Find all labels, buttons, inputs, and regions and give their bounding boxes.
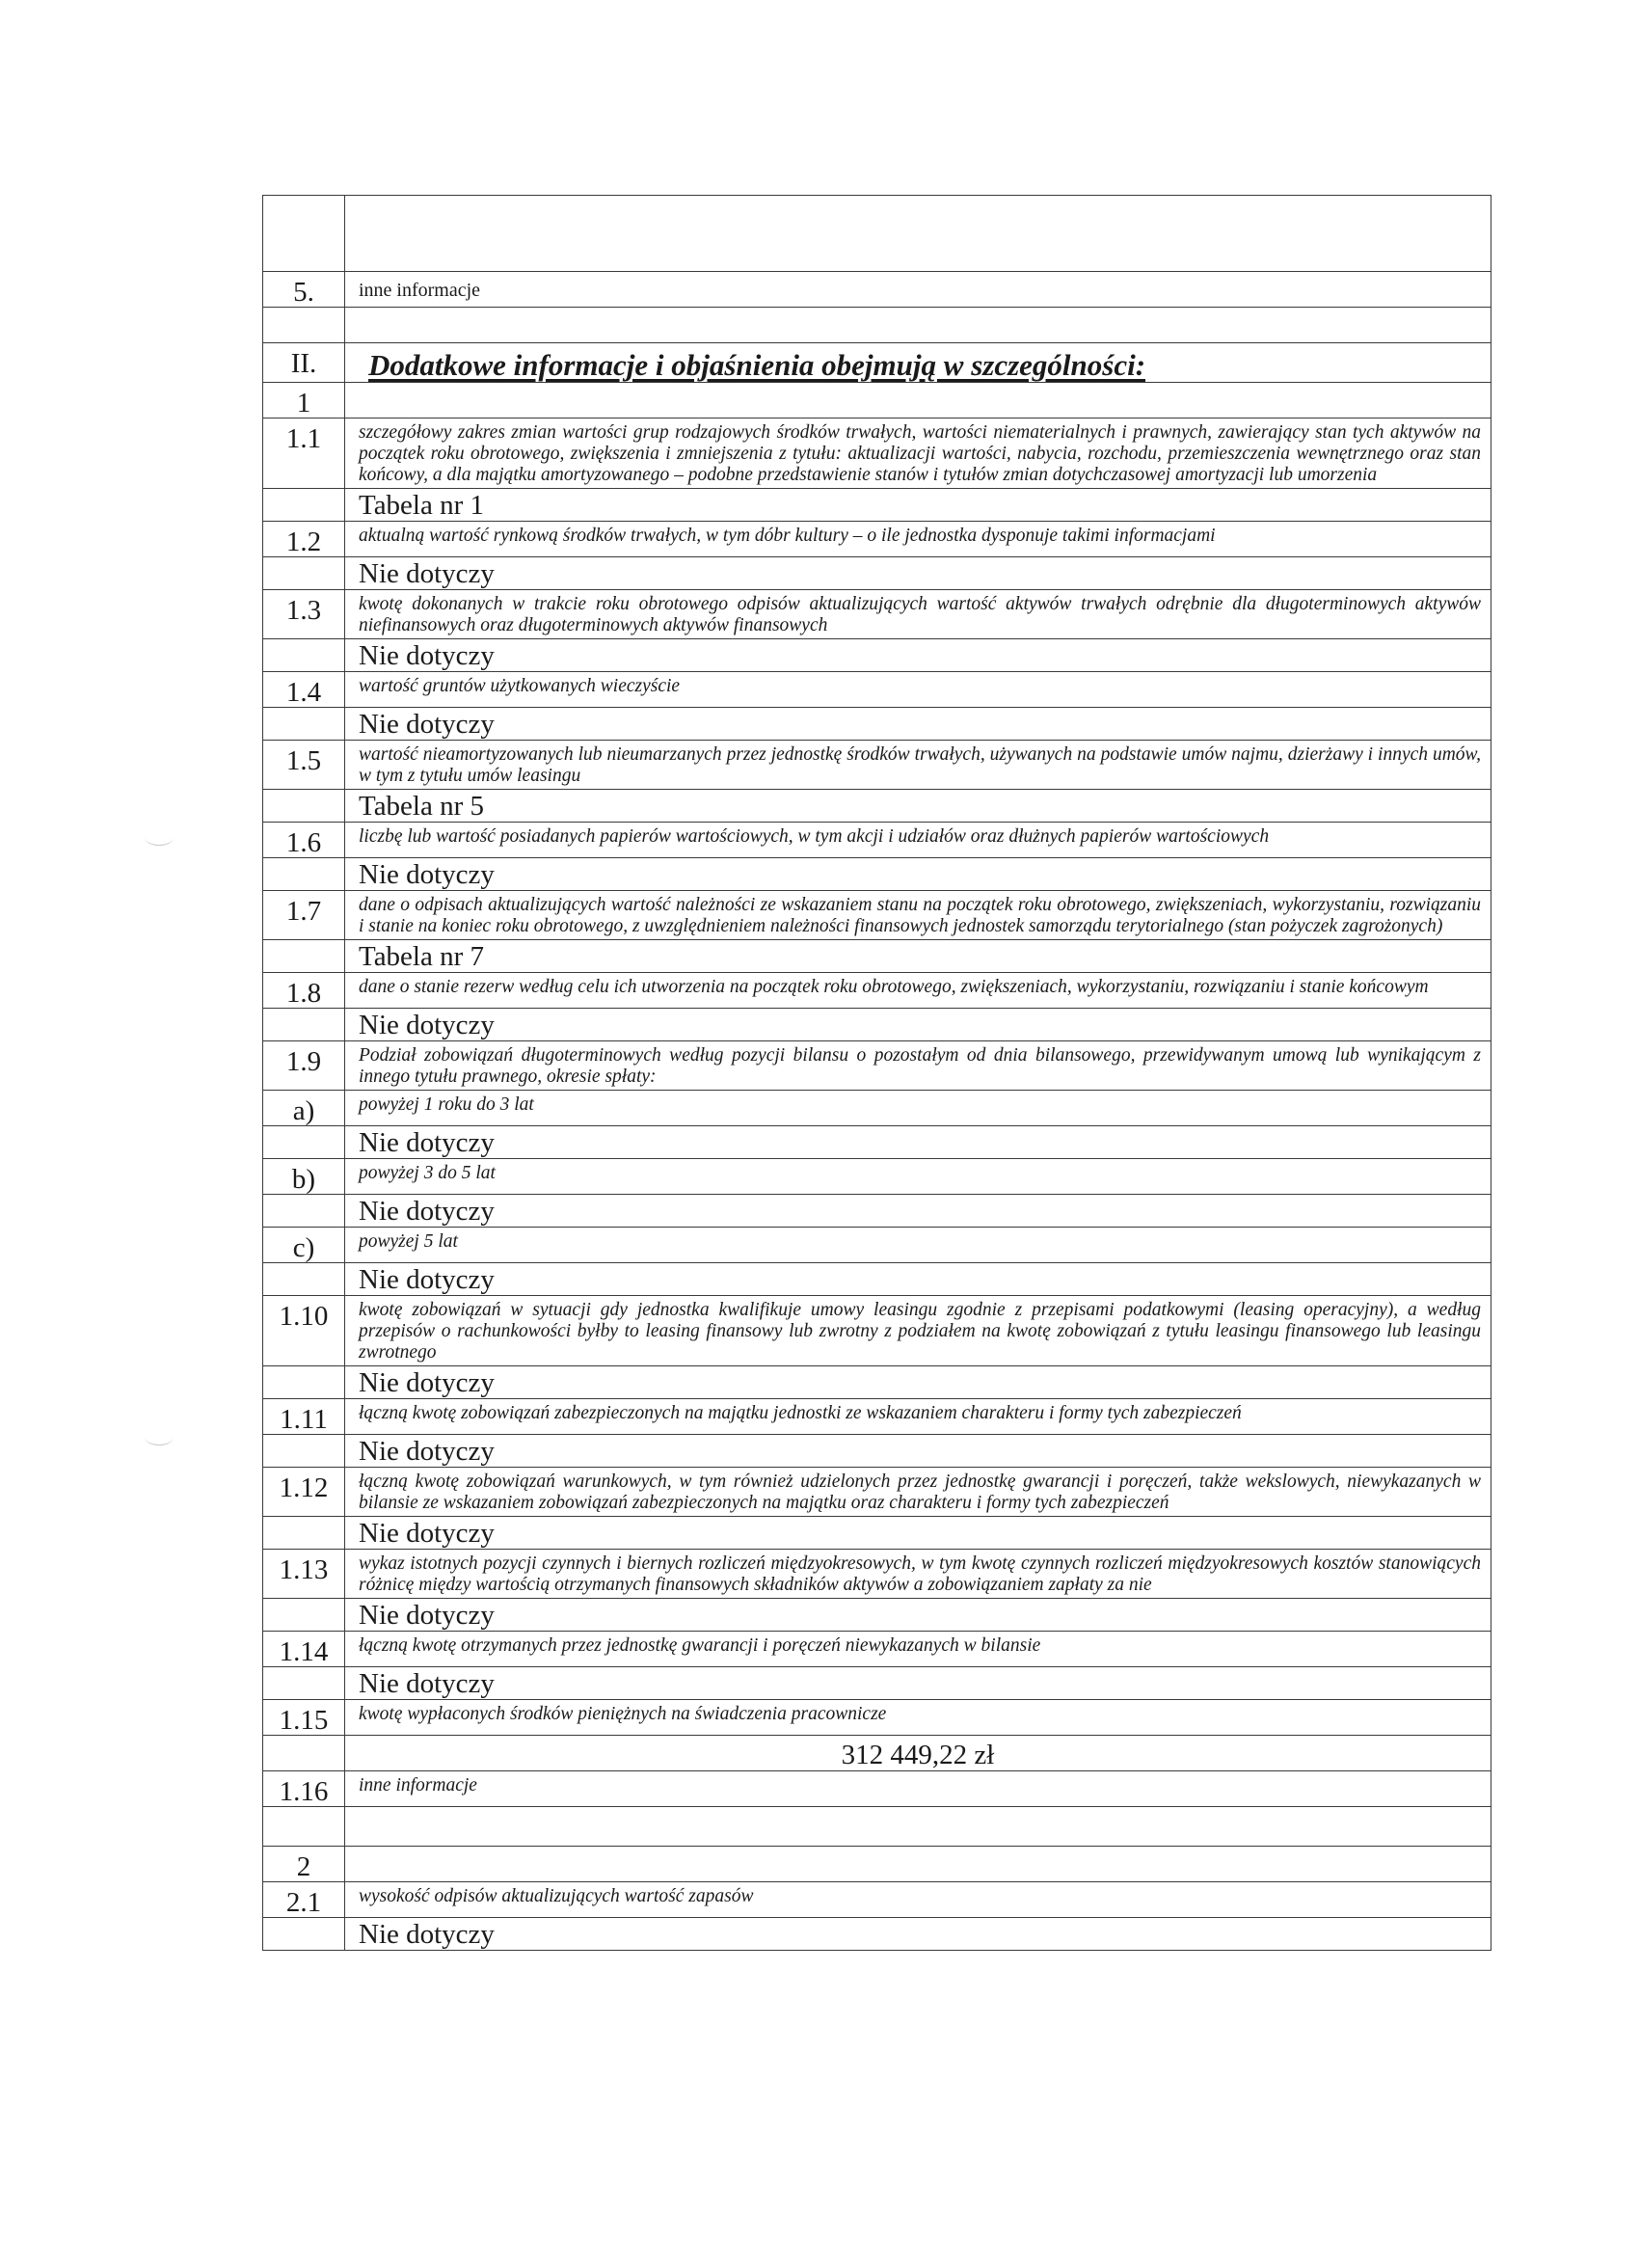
text-cell <box>345 383 1491 418</box>
item-value: Nie dotyczy <box>345 1435 1491 1468</box>
number-cell <box>263 1263 345 1296</box>
item-value: Nie dotyczy <box>345 1599 1491 1632</box>
table-row <box>263 196 1491 272</box>
table-row <box>263 1263 1491 1296</box>
table-row <box>263 1366 1491 1399</box>
table-row <box>263 1632 1491 1667</box>
item-number: 2 <box>263 1847 345 1882</box>
text-cell <box>345 1807 1491 1847</box>
table-row <box>263 940 1491 973</box>
item-description: aktualną wartość rynkową środków trwałych, w tym dóbr kultury – o ile jednostka dysponuje takimi informacjami <box>345 522 1491 557</box>
number-cell <box>263 639 345 672</box>
scan-mark <box>145 1429 174 1445</box>
item-value: Tabela nr 1 <box>345 489 1491 522</box>
table-row <box>263 489 1491 522</box>
item-number: 1.2 <box>263 522 345 557</box>
item-description: szczegółowy zakres zmian wartości grup rodzajowych środków trwałych, wartości niematerialnych i prawnych, zawierający stan tych aktywów na początek roku obrotowego, zwiększenia i zmniejszenia z tytułu: aktualizacji wartości, nabycia, rozchodu, przemieszczenia wewnętrznego oraz stan końcowy, a dla majątku amortyzowanego – podobne przedstawienie stanów i tytułów zmian dotychczasowej amortyzacji lub umorzenia <box>345 418 1491 489</box>
item-description: inne informacje <box>345 1771 1491 1807</box>
table-row <box>263 858 1491 891</box>
number-cell <box>263 1599 345 1632</box>
item-value: Tabela nr 7 <box>345 940 1491 973</box>
item-description: kwotę dokonanych w trakcie roku obrotowego odpisów aktualizujących wartość aktywów trwałych odrębnie dla długoterminowych aktywów niefinansowych oraz długoterminowych aktywów finansowych <box>345 590 1491 639</box>
table-row <box>263 308 1491 343</box>
number-cell <box>263 196 345 272</box>
number-cell <box>263 489 345 522</box>
table-row <box>263 1771 1491 1807</box>
table-row <box>263 1599 1491 1632</box>
text-cell <box>345 308 1491 343</box>
table-row <box>263 418 1491 489</box>
item-value: Nie dotyczy <box>345 1126 1491 1159</box>
item-number: 1 <box>263 383 345 418</box>
item-number: 1.7 <box>263 891 345 940</box>
number-cell <box>263 1435 345 1468</box>
item-description: łączną kwotę zobowiązań zabezpieczonych na majątku jednostki ze wskazaniem charakteru i formy tych zabezpieczeń <box>345 1399 1491 1435</box>
item-number: a) <box>263 1091 345 1126</box>
item-number: 1.5 <box>263 741 345 790</box>
item-number: 1.8 <box>263 973 345 1009</box>
item-description: wartość nieamortyzowanych lub nieumarzanych przez jednostkę środków trwałych, używanych na podstawie umów najmu, dzierżawy i innych umów, w tym z tytułu umów leasingu <box>345 741 1491 790</box>
table-row <box>263 1700 1491 1736</box>
table-row <box>263 1882 1491 1918</box>
table-row <box>263 790 1491 823</box>
scan-mark <box>145 829 174 846</box>
table-row <box>263 672 1491 708</box>
item-number: 1.15 <box>263 1700 345 1736</box>
table-row <box>263 590 1491 639</box>
table-row <box>263 1399 1491 1435</box>
table-row <box>263 1195 1491 1228</box>
item-value: Nie dotyczy <box>345 639 1491 672</box>
item-description: kwotę wypłaconych środków pieniężnych na świadczenia pracownicze <box>345 1700 1491 1736</box>
item-description: kwotę zobowiązań w sytuacji gdy jednostka kwalifikuje umowy leasingu zgodnie z przepisami podatkowymi (leasing operacyjny), a według przepisów o rachunkowości byłby to leasing finansowy lub zwrotny z podziałem na kwotę zobowiązań z tytułu leasingu finansowego lub leasingu zwrotnego <box>345 1296 1491 1366</box>
table-row <box>263 1807 1491 1847</box>
item-description: wysokość odpisów aktualizujących wartość zapasów <box>345 1882 1491 1918</box>
table-row <box>263 1159 1491 1195</box>
table-row <box>263 1550 1491 1599</box>
table-row <box>263 1517 1491 1550</box>
table-row <box>263 1736 1491 1771</box>
number-cell <box>263 790 345 823</box>
table-row <box>263 1296 1491 1366</box>
item-number: 2.1 <box>263 1882 345 1918</box>
item-description: inne informacje <box>345 272 1491 308</box>
item-number: 1.9 <box>263 1041 345 1091</box>
table-row <box>263 1228 1491 1263</box>
table-row <box>263 639 1491 672</box>
item-value: Nie dotyczy <box>345 708 1491 741</box>
text-cell <box>345 1847 1491 1882</box>
table-row <box>263 708 1491 741</box>
number-cell <box>263 1918 345 1951</box>
table-row <box>263 1126 1491 1159</box>
table-row <box>263 1041 1491 1091</box>
item-number: 1.16 <box>263 1771 345 1807</box>
item-number: c) <box>263 1228 345 1263</box>
item-number: 1.14 <box>263 1632 345 1667</box>
number-cell <box>263 1736 345 1771</box>
table-row <box>263 272 1491 308</box>
item-value: Nie dotyczy <box>345 1667 1491 1700</box>
number-cell <box>263 1195 345 1228</box>
number-cell <box>263 308 345 343</box>
item-number: 5. <box>263 272 345 308</box>
section-heading-text: Dodatkowe informacje i objaśnienia obejmują w szczególności: <box>368 348 1146 382</box>
item-number: 1.4 <box>263 672 345 708</box>
item-value: Nie dotyczy <box>345 1517 1491 1550</box>
item-number: 1.12 <box>263 1468 345 1517</box>
number-cell <box>263 708 345 741</box>
number-cell <box>263 1126 345 1159</box>
item-number: b) <box>263 1159 345 1195</box>
item-value: Nie dotyczy <box>345 1366 1491 1399</box>
table-row <box>263 1091 1491 1126</box>
item-description: Podział zobowiązań długoterminowych według pozycji bilansu o pozostałym od dnia bilansowego, przewidywanym umową lub wynikającym z innego tytułu prawnego, okresie spłaty: <box>345 1041 1491 1091</box>
item-description: wykaz istotnych pozycji czynnych i biernych rozliczeń międzyokresowych, w tym kwotę czynnych rozliczeń międzyokresowych kosztów stanowiących różnicę między wartością otrzymanych finansowych składników aktywów a zobowiązaniem zapłaty za nie <box>345 1550 1491 1599</box>
item-value: Tabela nr 5 <box>345 790 1491 823</box>
table-row <box>263 741 1491 790</box>
table-row <box>263 973 1491 1009</box>
table-row <box>263 522 1491 557</box>
table-row <box>263 1847 1491 1882</box>
item-description: wartość gruntów użytkowanych wieczyście <box>345 672 1491 708</box>
item-value: Nie dotyczy <box>345 557 1491 590</box>
item-number: 1.11 <box>263 1399 345 1435</box>
item-amount: 312 449,22 zł <box>345 1736 1491 1771</box>
number-cell <box>263 940 345 973</box>
item-description: powyżej 5 lat <box>345 1228 1491 1263</box>
item-value: Nie dotyczy <box>345 1263 1491 1296</box>
number-cell <box>263 858 345 891</box>
item-number: 1.3 <box>263 590 345 639</box>
number-cell <box>263 1807 345 1847</box>
table-row <box>263 823 1491 858</box>
table-row <box>263 343 1491 383</box>
item-description: powyżej 1 roku do 3 lat <box>345 1091 1491 1126</box>
number-cell <box>263 1366 345 1399</box>
item-number: 1.13 <box>263 1550 345 1599</box>
table-row <box>263 1667 1491 1700</box>
item-value: Nie dotyczy <box>345 1009 1491 1041</box>
number-cell <box>263 1517 345 1550</box>
table-row <box>263 383 1491 418</box>
item-number: 1.10 <box>263 1296 345 1366</box>
section-number: II. <box>263 343 345 383</box>
item-description: dane o odpisach aktualizujących wartość należności ze wskazaniem stanu na początek roku obrotowego, zwiększeniach, wykorzystaniu, rozwiązaniu i stanie na koniec roku obrotowego, z uwzględnieniem należności finansowych jednostek samorządu terytorialnego (stan pożyczek zagrożonych) <box>345 891 1491 940</box>
item-value: Nie dotyczy <box>345 1195 1491 1228</box>
table-row <box>263 557 1491 590</box>
item-description: dane o stanie rezerw według celu ich utworzenia na początek roku obrotowego, zwiększeniach, wykorzystaniu, rozwiązaniu i stanie końcowym <box>345 973 1491 1009</box>
table-row <box>263 1468 1491 1517</box>
table-row <box>263 1918 1491 1951</box>
item-value: Nie dotyczy <box>345 858 1491 891</box>
item-description: powyżej 3 do 5 lat <box>345 1159 1491 1195</box>
table-row <box>263 891 1491 940</box>
table-row <box>263 1009 1491 1041</box>
item-value: Nie dotyczy <box>345 1918 1491 1951</box>
item-description: łączną kwotę otrzymanych przez jednostkę gwarancji i poręczeń niewykazanych w bilansie <box>345 1632 1491 1667</box>
item-number: 1.1 <box>263 418 345 489</box>
number-cell <box>263 1667 345 1700</box>
section-heading <box>345 343 1491 383</box>
number-cell <box>263 557 345 590</box>
text-cell <box>345 196 1491 272</box>
notes-table <box>262 195 1491 1951</box>
item-description: łączną kwotę zobowiązań warunkowych, w tym również udzielonych przez jednostkę gwarancji i poręczeń, także wekslowych, niewykazanych w bilansie ze wskazaniem zobowiązań zabezpieczonych na majątku oraz charakteru i formy tych zabezpieczeń <box>345 1468 1491 1517</box>
item-description: liczbę lub wartość posiadanych papierów wartościowych, w tym akcji i udziałów oraz dłużnych papierów wartościowych <box>345 823 1491 858</box>
table-row <box>263 1435 1491 1468</box>
number-cell <box>263 1009 345 1041</box>
item-number: 1.6 <box>263 823 345 858</box>
